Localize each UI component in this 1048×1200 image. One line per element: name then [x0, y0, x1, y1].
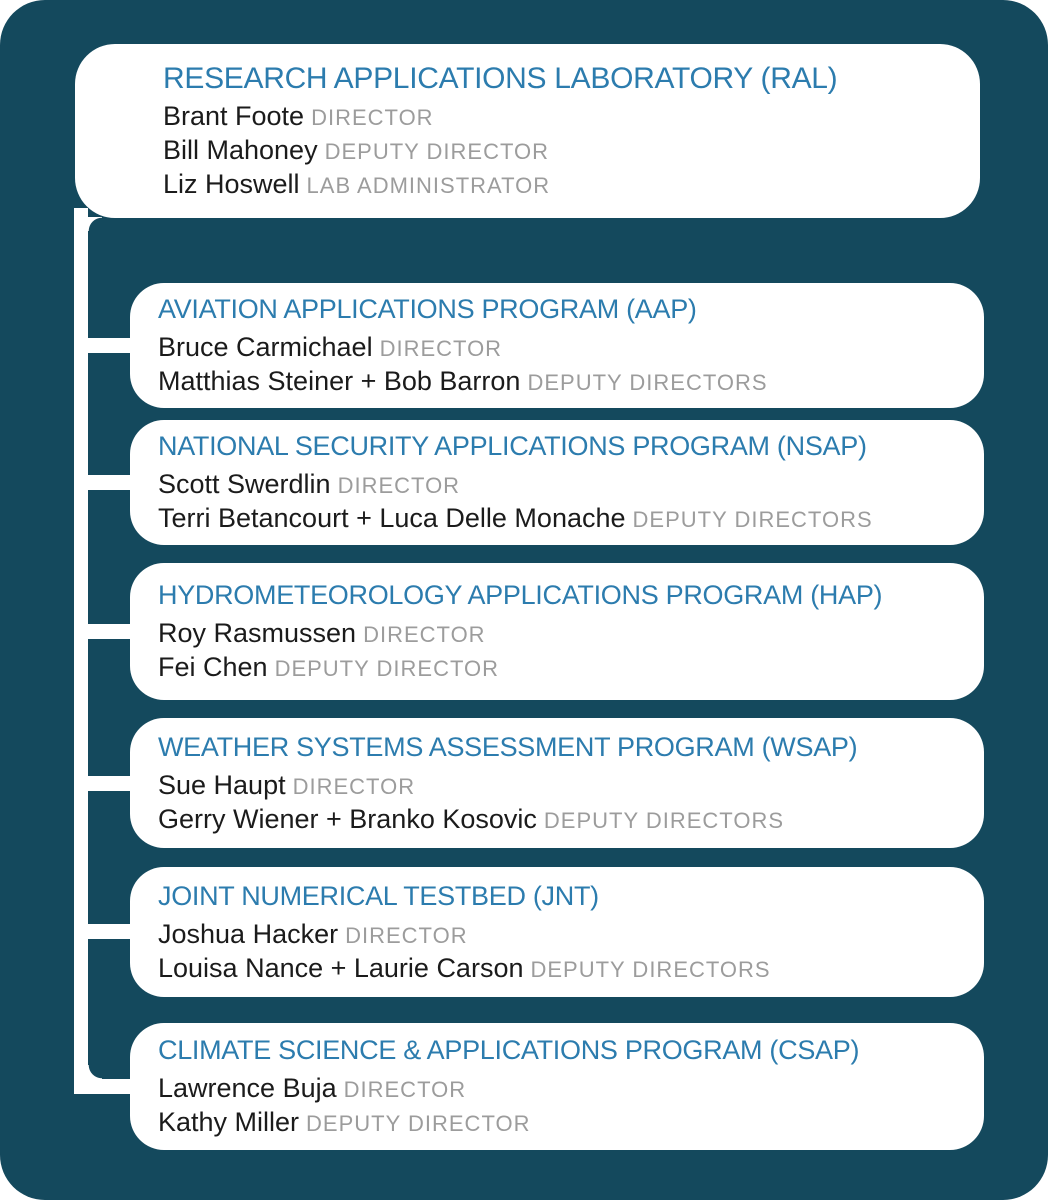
- person-line: [158, 502, 984, 536]
- person-role: DEPUTY DIRECTOR: [274, 656, 500, 681]
- person-role: DEPUTY DIRECTORS: [632, 507, 873, 532]
- person-role: DIRECTOR: [363, 622, 486, 647]
- person-name: Kathy Miller: [158, 1107, 300, 1137]
- person-name: Brant Foote: [163, 101, 305, 131]
- connector-fillet-bottom: [88, 1065, 102, 1079]
- person-line: [158, 918, 984, 952]
- person-role: DIRECTOR: [311, 105, 434, 130]
- person-name: Sue Haupt: [158, 769, 286, 800]
- person-line: [158, 803, 984, 837]
- person-role: DIRECTOR: [292, 773, 416, 799]
- program-card-title: JOINT NUMERICAL TESTBED (JNT): [158, 880, 599, 911]
- person-name: Lawrence Buja: [158, 1073, 337, 1103]
- person-name: Bruce Carmichael: [158, 332, 373, 362]
- person-name: Scott Swerdlin: [158, 469, 331, 499]
- connector-stub-csap: [74, 1079, 134, 1094]
- person-line: [163, 100, 980, 134]
- connector-stub-wsap: [74, 776, 134, 791]
- connector-stub-hap: [74, 624, 134, 639]
- program-card-title: NATIONAL SECURITY APPLICATIONS PROGRAM (NSAP): [158, 431, 867, 461]
- program-card-title: WEATHER SYSTEMS ASSESSMENT PROGRAM (WSAP): [158, 731, 858, 762]
- person-role: DIRECTOR: [343, 1077, 467, 1102]
- person-line: [158, 617, 984, 651]
- program-card-jnt: [130, 867, 984, 997]
- program-card-aap: [130, 283, 984, 408]
- person-line: [158, 952, 984, 986]
- person-role: DEPUTY DIRECTOR: [306, 1111, 531, 1136]
- person-name: Liz Hoswell: [163, 169, 300, 199]
- person-role: DIRECTOR: [337, 473, 461, 498]
- person-role: DEPUTY DIRECTORS: [530, 956, 771, 982]
- person-role: DIRECTOR: [345, 922, 468, 948]
- person-line: [158, 651, 984, 685]
- person-name: Terri Betancourt + Luca Delle Monache: [158, 503, 626, 533]
- person-name: Louisa Nance + Laurie Carson: [158, 952, 524, 983]
- connector-stub-nsap: [74, 475, 134, 490]
- person-line: [163, 134, 980, 168]
- person-name: Roy Rasmussen: [158, 618, 357, 648]
- program-card-hap: [130, 563, 984, 700]
- person-line: [158, 331, 984, 365]
- person-line: [158, 1106, 984, 1140]
- person-line: [158, 1072, 984, 1106]
- person-name: Bill Mahoney: [163, 135, 318, 165]
- person-line: [158, 468, 984, 502]
- person-line: [158, 365, 984, 399]
- program-card-csap: [130, 1023, 984, 1150]
- connector-stub-aap: [74, 338, 134, 353]
- person-name: Gerry Wiener + Branko Kosovic: [158, 803, 537, 834]
- lab-card-title: RESEARCH APPLICATIONS LABORATORY (RAL): [163, 62, 838, 95]
- program-card-title: HYDROMETEOROLOGY APPLICATIONS PROGRAM (HAP): [158, 580, 883, 610]
- person-role: DEPUTY DIRECTORS: [543, 807, 785, 833]
- person-name: Matthias Steiner + Bob Barron: [158, 366, 521, 396]
- connector-fillet-top: [88, 217, 102, 231]
- person-role: DEPUTY DIRECTOR: [324, 139, 550, 164]
- person-role: LAB ADMINISTRATOR: [306, 173, 551, 198]
- program-card-title: CLIMATE SCIENCE & APPLICATIONS PROGRAM (CSAP): [158, 1035, 860, 1065]
- connector-stub-jnt: [74, 924, 134, 939]
- person-role: DEPUTY DIRECTORS: [527, 370, 768, 395]
- person-line: [158, 769, 984, 803]
- person-name: Joshua Hacker: [158, 918, 339, 949]
- lab-card-ral: [75, 44, 980, 218]
- person-line: [163, 168, 980, 202]
- program-card-wsap: [130, 718, 984, 848]
- person-role: DIRECTOR: [379, 336, 503, 361]
- program-card-title: AVIATION APPLICATIONS PROGRAM (AAP): [158, 294, 697, 324]
- person-name: Fei Chen: [158, 652, 268, 682]
- program-card-nsap: [130, 420, 984, 545]
